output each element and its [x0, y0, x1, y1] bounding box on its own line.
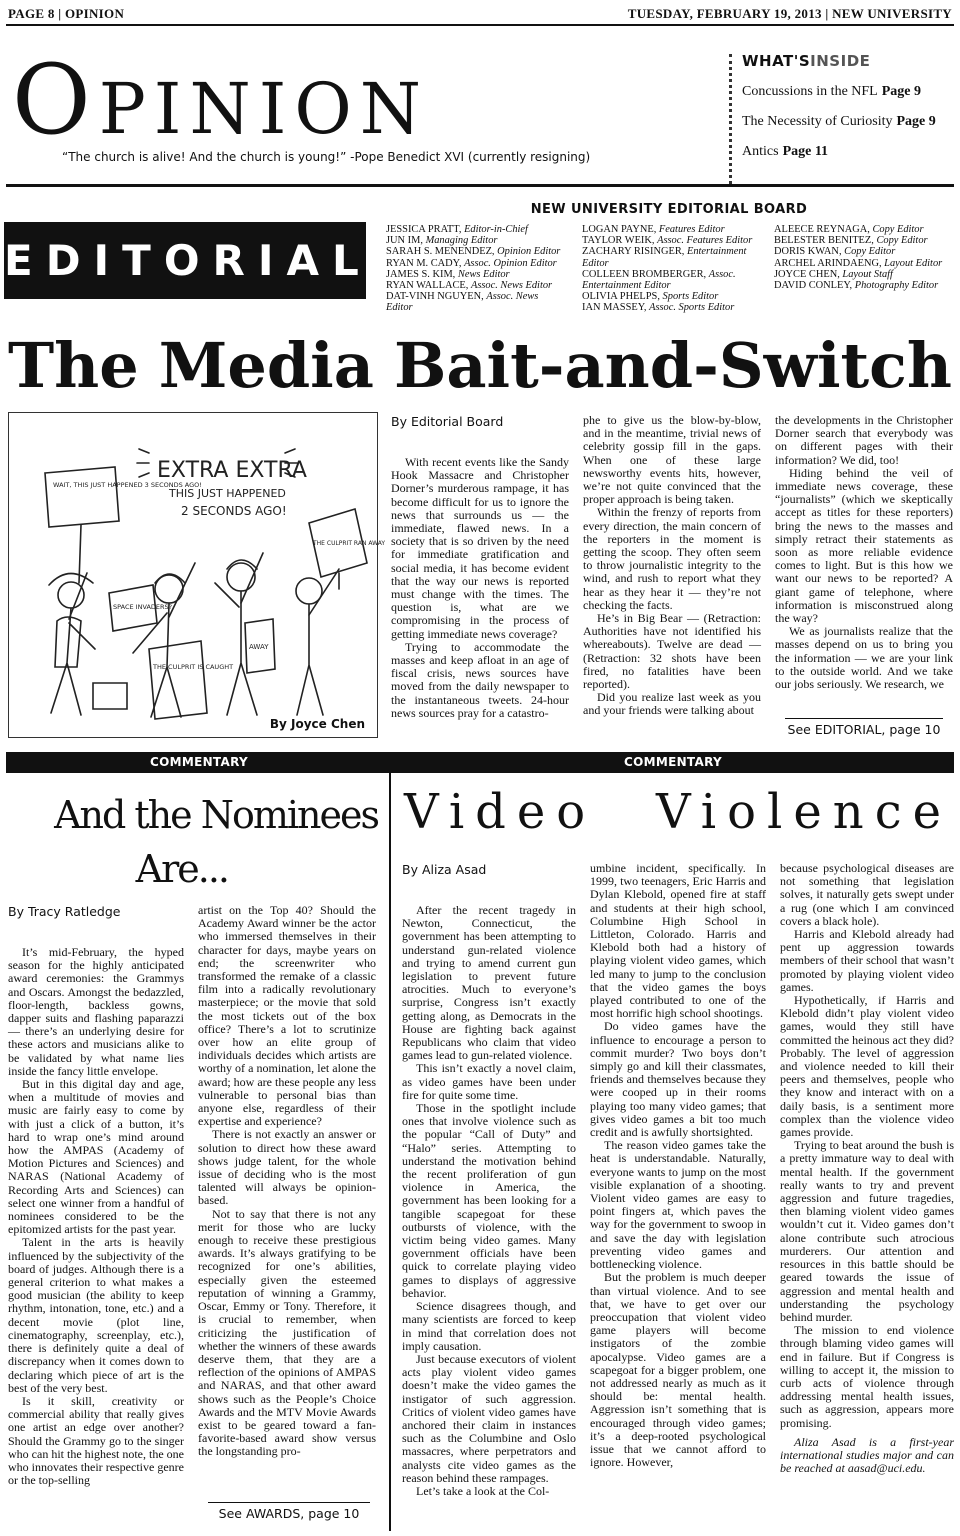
- board-member: DAT-VINH NGUYEN, Assoc. News Editor: [386, 291, 539, 314]
- cartoon-credit: By Joyce Chen: [269, 717, 365, 731]
- video-column-3: because psychological diseases are not something that legislation solves, it naturally gets swept under a rug (one which I am convinced covers a black hole). Harris and Klebold already had pent up aggression towards members of their school that wasn’t promoted by playing violent video games. Hypothetically, if Harris and Klebold didn’t play violent video games, would they still have committed the heinous act they did? Probably. The level of aggression and violence needed to kill their peers and themselves, people who they know and interact with on a daily basis, is a sentiment more complex than the violence video games provide. Trying to beat around the bush is a pretty immature way to deal with mental health. If the government really wants to try and prevent aggression and future tragedies, then blaming violent video games wouldn’t cut it. Video games don’t alone contribute such atrocious murderers. Our attention and resources in this battle should be geared towards the issue of aggression and mental health and understanding the psychology behind murder. The mission to end violence through blaming video games will end in failure. But if Congress is willing to accept it, the mission to curb acts of violence through addressing mental health issues, such as aggression, appears more promising. Aliza Asad is a first-year international studies major and can be reached at aasad@uci.edu.: [780, 861, 954, 1476]
- board-member: ARCHEL ARINDAENG, Layout Editor: [774, 257, 943, 269]
- board-member: TAYLOR WEIK, Assoc. Features Editor: [582, 235, 753, 247]
- page-number: PAGE 8: [8, 6, 55, 21]
- top-rule: [6, 24, 954, 26]
- commentary-band: [6, 752, 954, 773]
- nominees-headline: And the Nominees Are...: [54, 793, 378, 891]
- editorial-column-2: phe to give us the blow-by-blow, and in the meantime, trivial news of celebrity gossip fill in the gaps. When one of these large newsworthy events hits, however, we’re not quite convinced that the proper approach is being taken. Within the frenzy of reports from every direction, the main concern of the reporters in the moment is getting the scoop. They often seem to throw journalistic integrity to the wind, and rush to report what they hear as they hear it — they’re not checking the facts. He’s in Big Bear — (Retraction: Authorities have not identified his whereabouts). Twelve are dead — (Retraction: 32 shots have been fired, no fatalities have been reported). Did you realize last week as you and your friends were talking about: [583, 413, 761, 718]
- masthead-rest: PINION: [98, 68, 429, 150]
- masthead-initial: O: [12, 44, 99, 156]
- nominees-column-1: It’s mid-February, the hyped season for the highly anticipated award ceremonies: the Grammys and Oscars. Amongst the bedazzled, floor-length, backless gowns, dapper suits and flashing paparazzi — there’s an underlying desire for these actors and musicians alike to be validated by what name lies inside the fancy little envelope. But in this digital day and age, when a multitude of movies and music are fairly easy to come by with just a click of a button, it’s hard to wrap one’s mind around how the AMPAS (Academy of Motion Pictures and Sciences) and NARAS (National Academy of Recording Arts and Sciences) can select one winner from a handful of nominees considered to be the epitomized artists for the past year. Talent in the arts is heavily influenced by the subjectivity of the board of judges. Although there is a general criterion to what makes a good musician (the ability to keep rhythm, intonation, tone, etc.) and a decent movie (plot line, cinematography, screenplay, etc.), there is definitely quite a deal of discrepancy when it comes down to declaring which piece of art is the best of the very best. Is it skill, creativity or commercial ability that really gives one artist an edge over another? Should the Grammy go to the singer who can hit the highest note, the one who innovates their respective genre or the top-selling: [8, 945, 184, 1488]
- whats-inside-title: WHAT'SINSIDE: [742, 52, 871, 70]
- video-headline: Video Violence: [404, 784, 952, 840]
- inside-item[interactable]: Concussions in the NFL Page 9: [742, 84, 921, 99]
- board-column-2: [582, 224, 758, 314]
- editorial-column-3: the developments in the Christopher Dorner search that everybody was on different pages with their information? We did, too! Hiding behind the veil of immediate news coverage, these “journalists” (which we skeptically accept as titles for these reporters) bring the news to the masses and simply retract their statements as soon as more reliable evidence comes to light. But is this how we want our news to be reported? A giant game of telephone, where information is misconstrued along the way? We as journalists realize that the masses depend on us to bring you the information — we are your link to the outside world. And we take our jobs seriously. We research, we: [775, 413, 953, 692]
- video-column-1: After the recent tragedy in Newton, Connecticut, the government has been attempting to understand gun-related violence and trying to amend current gun legislation to prevent future atrocities. Much to everyone’s surprise, Congress isn’t exactly getting along, as Democrats in the House are fighting back against Republicans who claim that video games lead to gun-related violence. This isn’t exactly a novel claim, as video games have been under fire for quite some time. Those in the spotlight include ones that involve violence such as the popular “Call of Duty” and “Halo” series. Attempting to understand the motivation behind the recent proliferation of gun violence in America, the government has been looking for a tangible scapegoat for these outbursts of violence, with the victim being video games. Many government officials have been quick to correlate playing video games to displays of aggressive behavior. Science disagrees though, and many scientists are forced to keep in mind that correlation does not imply causation. Just because executors of violent acts play violent video games doesn’t make the video games the instigator of such aggression. Critics of violent video games have anchored their claim in instances such as the Columbine and Oslo massacres, where perpetrators and analysts cite video games as the reason behind these rampages. Let’s take a look at the Col-: [402, 903, 576, 1498]
- editorial-jump-link[interactable]: See EDITORIAL, page 10: [785, 718, 943, 737]
- section-masthead: [12, 44, 429, 156]
- commentary-label-right: COMMENTARY: [624, 755, 722, 769]
- board-member: RYAN WALLACE, Assoc. News Editor: [386, 280, 553, 292]
- whats-inside-box: [742, 52, 952, 160]
- inside-divider: [729, 54, 733, 184]
- board-column-3: [774, 224, 954, 291]
- folio-left: PAGE 8 | OPINION: [8, 6, 125, 21]
- nominees-byline: By Tracy Ratledge: [8, 904, 121, 919]
- editorial-headline: The Media Bait-and-Switch: [8, 329, 952, 402]
- board-member: ALEECE REYNAGA, Copy Editor: [774, 224, 924, 235]
- nominees-jump-link[interactable]: See AWARDS, page 10: [208, 1502, 370, 1521]
- board-member: RYAN M. CADY, Assoc. Opinion Editor: [386, 257, 557, 269]
- cartoon-sub2: 2 SECONDS AGO!: [181, 504, 287, 518]
- cartoon-banner: EXTRA EXTRA: [157, 458, 307, 483]
- board-member: DORIS KWAN, Copy Editor: [774, 246, 896, 258]
- cartoon-sign-c: AWAY: [249, 643, 269, 651]
- cartoon-drawing: [9, 413, 386, 737]
- editorial-cartoon: [8, 412, 386, 738]
- board-member: OLIVIA PHELPS, Sports Editor: [582, 291, 719, 303]
- board-member: JAMES S. KIM, News Editor: [386, 268, 510, 280]
- cartoon-sub1: THIS JUST HAPPENED: [169, 487, 286, 500]
- editorial-label: EDITORIAL: [4, 222, 366, 299]
- board-member: JESSICA PRATT, Editor-in-Chief: [386, 224, 528, 235]
- inside-item[interactable]: Antics Page 11: [742, 144, 829, 159]
- editorial-byline: By Editorial Board: [391, 414, 504, 429]
- board-title: NEW UNIVERSITY EDITORIAL BOARD: [530, 202, 808, 217]
- board-member: IAN MASSEY, Assoc. Sports Editor: [582, 302, 735, 314]
- cartoon-left-sign: WAIT, THIS JUST HAPPENED 3 SECONDS AGO!: [53, 481, 202, 489]
- folio-right: TUESDAY, FEBRUARY 19, 2013 | NEW UNIVERSITY: [627, 6, 952, 21]
- board-member: LOGAN PAYNE, Features Editor: [582, 224, 725, 235]
- board-member: DAVID CONLEY, Photography Editor: [774, 280, 939, 292]
- board-column-1: [386, 224, 562, 314]
- board-member: BELESTER BENITEZ, Copy Editor: [774, 235, 928, 247]
- nominees-column-2: artist on the Top 40? Should the Academy Award winner be the actor who immersed themselves in their character for days, maybe years on end; the screenwriter who transformed the remake of a classic film into a radically revolutionary masterpiece; or the movie that sold the most tickets out of the box office? There’s a lot to scrutinize over how an elite group of individuals decides which artists are worthy of a nomination, let alone the award; how are these people any less vulnerable to personal bias than anyone else, regardless of their expertise and experience? There is not exactly an answer or solution to direct how these award shows judge talent, for the whole issue of deciding who is the most talented will always be opinion-based. Not to say that there is not any merit for those who are lucky enough to receive these prestigious awards. It’s always gratifying to be recognized for one’s abilities, especially given the esteemed reputation of winning a Grammy, Oscar, Emmy or Tony. Therefore, it is crucial to remember, when criticizing the justification of whether the winners of these awards deserve them, that they are a reflection of the opinions of AMPAS and NARAS, and that other award shows such as the People’s Choice Awards and the MTV Movie Awards exist to be geared toward a fan-favorite-based award show versus the longstanding pro-: [198, 903, 376, 1459]
- editorial-column-1: With recent events like the Sandy Hook Massacre and Christopher Dorner’s murderous rampage, it has become difficult for us to ignore the news that surrounds us — the immediate, flawed news. In a society that is so driven by the need for immediate gratification and social media, it has become evident that the way our news is reported must change with the times. The question is, what are we compromising in the process of getting immediate news coverage? Trying to accommodate the masses and keep afloat in an age of fiscal crisis, news sources have moved from the daily newspaper to the instantaneous tweets. 24-hour news sources pray for a catastro-: [391, 455, 569, 720]
- column-divider: [389, 773, 391, 1531]
- cartoon-sign-a: SPACE INVADERS?: [113, 603, 173, 611]
- inside-item[interactable]: The Necessity of Curiosity Page 9: [742, 114, 936, 129]
- commentary-label-left: COMMENTARY: [150, 755, 248, 769]
- cartoon-sign-b: THE CULPRIT IS CAUGHT: [153, 663, 234, 671]
- board-member: SARAH S. MENENDEZ, Opinion Editor: [386, 246, 561, 258]
- board-member: JOYCE CHEN, Layout Staff: [774, 268, 893, 280]
- board-member: COLLEEN BROMBERGER, Assoc. Entertainment Editor: [582, 268, 736, 292]
- board-member: ZACHARY RISINGER, Entertainment Editor: [582, 246, 747, 269]
- section-name: OPINION: [64, 6, 125, 21]
- masthead-rule: [6, 184, 954, 187]
- cartoon-sign-d: THE CULPRIT RAN AWAY: [313, 540, 386, 547]
- author-tagline: Aliza Asad is a first-year international studies major and can be reached at aasad@uci.edu.: [780, 1434, 954, 1476]
- board-member: JUN IM, Managing Editor: [386, 235, 498, 247]
- masthead-quote: “The church is alive! And the church is young!” -Pope Benedict XVI (currently resigning): [62, 150, 591, 164]
- video-column-2: umbine incident, specifically. In 1999, two teenagers, Eric Harris and Dylan Klebold, opened fire at staff and students at their high school, Columbine High School in Littleton, Colorado. Harris and Klebold both had a history of playing violent video games, which led many to jump to the conclusion that the video games the boys played contributed to one of the most horrific high school shootings. Do video games have the influence to encourage a person to commit murder? Two boys don’t simply go and kill their classmates, friends and themselves because they were cooped up in their rooms playing too many video games; that gives video games a bit too much credit and is awfully shortsighted. The reason video games take the heat is understandable. Naturally, everyone wants to jump on the most visible explanation of a shooting. Violent video games are easy to point fingers at, which paves the way for the government to swoop in and save the day with legislation preventing video games and bottlenecking violence. But the problem is much deeper than virtual violence. And to see that, we have to get over our preoccupation that violent video game players will become instigators of the zombie apocalypse. Video games are a scapegoat for a bigger problem, one not addressed nearly as much as it should be: mental health. Aggression isn’t something that is encouraged through video games; it’s a deep-rooted psychological issue that we cannot afford to ignore. However,: [590, 861, 766, 1470]
- video-byline: By Aliza Asad: [402, 862, 487, 877]
